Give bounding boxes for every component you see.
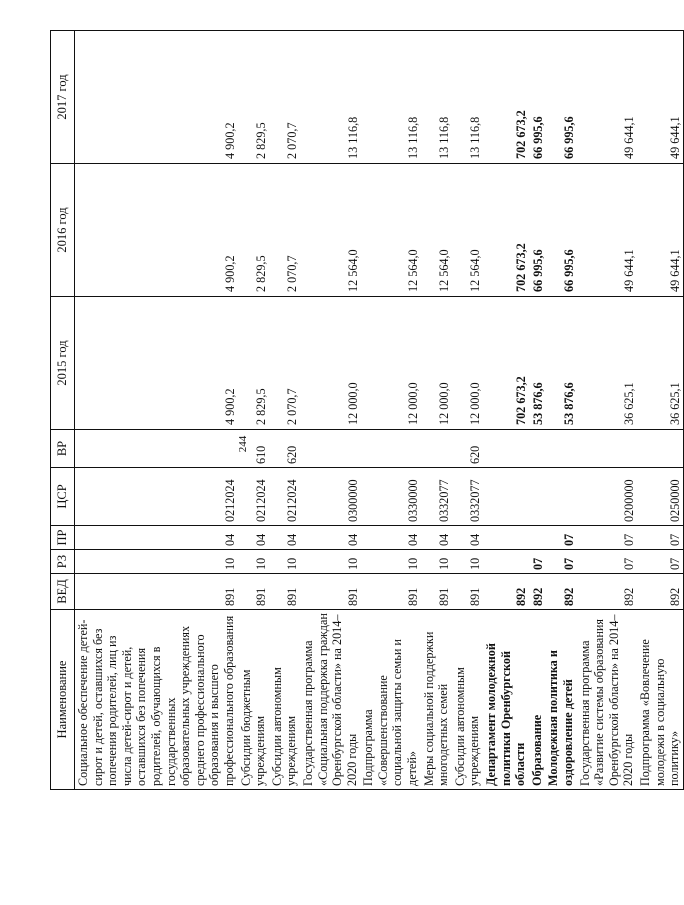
cell-name: Меры социальной поддержки многодетных семей	[421, 610, 452, 790]
cell-pr: 07	[545, 526, 576, 550]
cell-2017: 4 900,2	[75, 31, 238, 164]
cell-name: Департамент молодежной политики Оренбургской области	[483, 610, 529, 790]
cell-vr	[529, 430, 546, 468]
cell-name: Государственная программа «Развитие системы образования Оренбургской области» на 2014–2020 годы	[577, 610, 637, 790]
cell-ved: 892	[483, 574, 529, 610]
cell-2015: 36 625,1	[637, 297, 683, 430]
cell-name: Молодежная политика и оздоровление детей	[545, 610, 576, 790]
cell-vr	[75, 430, 238, 468]
cell-2016: 12 564,0	[300, 164, 360, 297]
cell-pr: 07	[577, 526, 637, 550]
cell-2017: 13 116,8	[452, 31, 483, 164]
cell-ved: 892	[577, 574, 637, 610]
cell-vr	[483, 430, 529, 468]
cell-pr: 04	[300, 526, 360, 550]
table-row	[360, 31, 420, 790]
cell-2017: 13 116,8	[360, 31, 420, 164]
cell-csr: 0330000	[360, 468, 420, 526]
cell-2017: 49 644,1	[577, 31, 637, 164]
cell-ved: 891	[421, 574, 452, 610]
header-pr: ПР	[51, 526, 75, 550]
cell-name: Государственная программа «Социальная поддержка граждан Оренбургской области» на 2014–2020 годы	[300, 610, 360, 790]
cell-rz: 10	[269, 550, 300, 574]
cell-vr: 610	[238, 430, 269, 468]
cell-csr: 0212024	[269, 468, 300, 526]
header-csr: ЦСР	[51, 468, 75, 526]
header-name: Наименование	[51, 610, 75, 790]
cell-csr	[545, 468, 576, 526]
cell-2017: 49 644,1	[637, 31, 683, 164]
cell-ved: 891	[75, 574, 238, 610]
cell-pr: 07	[637, 526, 683, 550]
cell-pr	[483, 526, 529, 550]
cell-2016: 702 673,2	[483, 164, 529, 297]
cell-pr: 04	[238, 526, 269, 550]
cell-2016: 66 995,6	[545, 164, 576, 297]
cell-2015: 702 673,2	[483, 297, 529, 430]
cell-2017: 66 995,6	[545, 31, 576, 164]
cell-2015: 2 070,7	[269, 297, 300, 430]
cell-csr: 0300000	[300, 468, 360, 526]
cell-rz: 07	[529, 550, 546, 574]
page-number: 244	[237, 435, 249, 453]
table-row	[300, 31, 360, 790]
cell-2017: 702 673,2	[483, 31, 529, 164]
cell-2016: 12 564,0	[421, 164, 452, 297]
table-row	[483, 31, 529, 790]
cell-vr	[637, 430, 683, 468]
cell-2017: 2 829,5	[238, 31, 269, 164]
cell-ved: 892	[545, 574, 576, 610]
header-2017: 2017 год	[51, 31, 75, 164]
cell-2015: 12 000,0	[421, 297, 452, 430]
header-rz: РЗ	[51, 550, 75, 574]
cell-vr: 620	[452, 430, 483, 468]
cell-rz: 10	[452, 550, 483, 574]
cell-rz: 10	[75, 550, 238, 574]
header-vr: ВР	[51, 430, 75, 468]
cell-2015: 53 876,6	[545, 297, 576, 430]
cell-2017: 66 995,6	[529, 31, 546, 164]
cell-vr: 620	[269, 430, 300, 468]
rotated-budget-table	[50, 30, 683, 790]
cell-rz: 07	[637, 550, 683, 574]
cell-pr: 04	[360, 526, 420, 550]
cell-ved: 891	[269, 574, 300, 610]
table-row	[75, 31, 238, 790]
cell-2016: 2 070,7	[269, 164, 300, 297]
cell-ved: 891	[238, 574, 269, 610]
cell-name: Субсидии бюджетным учреждениям	[238, 610, 269, 790]
cell-pr: 04	[452, 526, 483, 550]
cell-vr	[421, 430, 452, 468]
cell-name: Образование	[529, 610, 546, 790]
cell-ved: 891	[360, 574, 420, 610]
cell-2016: 4 900,2	[75, 164, 238, 297]
table-row	[452, 31, 483, 790]
cell-2016: 66 995,6	[529, 164, 546, 297]
cell-name: Социальное обеспечение детей-сирот и детей, оставшихся без попечения родителей, лиц из числа детей-сирот и детей, оставшихся без попечения родителей, обучающихся в государственных образовательных учреждениях среднего профессионального образования и высшего профессионального образования	[75, 610, 238, 790]
cell-ved: 892	[529, 574, 546, 610]
cell-rz: 10	[238, 550, 269, 574]
cell-csr: 0212024	[75, 468, 238, 526]
cell-ved: 891	[452, 574, 483, 610]
cell-2017: 13 116,8	[300, 31, 360, 164]
cell-2016: 49 644,1	[637, 164, 683, 297]
cell-ved: 892	[637, 574, 683, 610]
cell-csr: 0250000	[637, 468, 683, 526]
cell-csr: 0212024	[238, 468, 269, 526]
cell-pr: 04	[421, 526, 452, 550]
cell-name: Подпрограмма «Вовлечение молодежи в социальную политику»	[637, 610, 683, 790]
header-2015: 2015 год	[51, 297, 75, 430]
cell-vr	[300, 430, 360, 468]
cell-csr: 0200000	[577, 468, 637, 526]
table-row	[637, 31, 683, 790]
cell-pr: 04	[75, 526, 238, 550]
cell-rz: 10	[421, 550, 452, 574]
cell-2016: 2 829,5	[238, 164, 269, 297]
header-row	[51, 31, 75, 790]
cell-2017: 13 116,8	[421, 31, 452, 164]
cell-pr: 04	[269, 526, 300, 550]
cell-2016: 12 564,0	[452, 164, 483, 297]
cell-2015: 4 900,2	[75, 297, 238, 430]
budget-table	[50, 30, 684, 790]
cell-2016: 12 564,0	[360, 164, 420, 297]
cell-vr	[577, 430, 637, 468]
cell-2015: 2 829,5	[238, 297, 269, 430]
cell-vr	[545, 430, 576, 468]
cell-2015: 12 000,0	[452, 297, 483, 430]
table-row	[577, 31, 637, 790]
cell-csr: 0332077	[452, 468, 483, 526]
cell-rz: 07	[545, 550, 576, 574]
cell-csr	[483, 468, 529, 526]
cell-rz	[483, 550, 529, 574]
cell-2015: 12 000,0	[360, 297, 420, 430]
cell-csr	[529, 468, 546, 526]
cell-2015: 53 876,6	[529, 297, 546, 430]
cell-pr	[529, 526, 546, 550]
table-row	[238, 31, 269, 790]
cell-ved: 891	[300, 574, 360, 610]
cell-name: Субсидии автономным учреждениям	[452, 610, 483, 790]
cell-csr: 0332077	[421, 468, 452, 526]
cell-rz: 10	[300, 550, 360, 574]
table-row	[545, 31, 576, 790]
cell-2017: 2 070,7	[269, 31, 300, 164]
table-row	[269, 31, 300, 790]
cell-vr	[360, 430, 420, 468]
cell-2015: 12 000,0	[300, 297, 360, 430]
table-row	[529, 31, 546, 790]
cell-rz: 07	[577, 550, 637, 574]
header-2016: 2016 год	[51, 164, 75, 297]
cell-name: Субсидии автономным учреждениям	[269, 610, 300, 790]
cell-rz: 10	[360, 550, 420, 574]
table-body	[75, 31, 684, 790]
cell-2015: 36 625,1	[577, 297, 637, 430]
cell-name: Подпрограмма «Совершенствование социальной защиты семьи и детей»	[360, 610, 420, 790]
header-ved: ВЕД	[51, 574, 75, 610]
table-row	[421, 31, 452, 790]
cell-2016: 49 644,1	[577, 164, 637, 297]
